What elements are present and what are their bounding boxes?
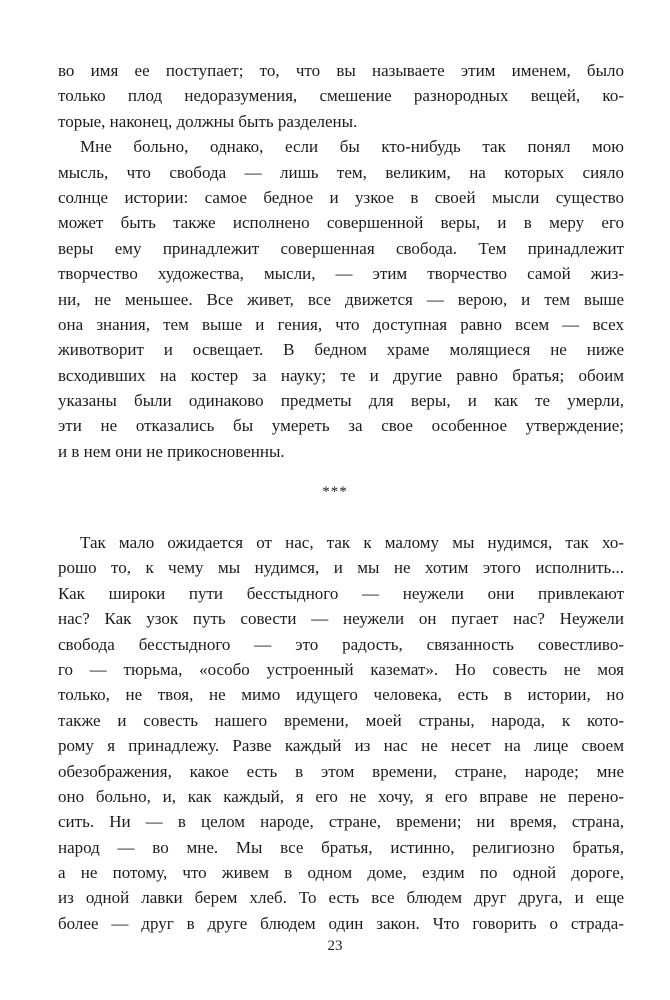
- text-line: эти не отказались бы умереть за свое особенное утверждение;: [58, 416, 624, 436]
- text-line: нас? Как узок путь совести — неужели он пугает нас? Неужели: [58, 609, 624, 629]
- text-line: может быть также исполнено совершенной веры, и в меру его: [58, 213, 624, 233]
- text-line: Как широки пути бесстыдного — неужели они привлекают: [58, 583, 624, 603]
- lower-text-block: [58, 530, 624, 936]
- text-line: рошо то, к чему мы нудимся, и мы не хотим этого исполнить...: [58, 558, 624, 578]
- text-line: из одной лавки берем хлеб. То есть все блюдем друг друга, и еще: [58, 888, 624, 908]
- text-line: оно больно, и, как каждый, я его не хочу, я его вправе не перено-: [58, 786, 624, 806]
- text-line: она знания, тем выше и гения, что доступная равно всем — всех: [58, 314, 624, 334]
- page-number: 23: [327, 938, 343, 954]
- text-line: всходивших на костер за науку; те и другие равно братья; обоим: [58, 365, 624, 385]
- text-line: во имя ее поступает; то, что вы называете этим именем, было: [58, 61, 624, 80]
- text-line: также и совесть нашего времени, моей страны, народа, к кото-: [58, 710, 624, 730]
- text-line: сить. Ни — в целом народе, стране, времени; ни время, страна,: [58, 812, 624, 832]
- paragraph: [58, 530, 624, 936]
- text-line: указаны были одинаково предметы для веры, и как те умерли,: [58, 391, 624, 411]
- text-line: веры ему принадлежит совершенная свобода. Тем принадлежит: [58, 238, 624, 258]
- text-line: ни, не меньшее. Все живет, все движется — верою, и тем выше: [58, 289, 624, 309]
- text-line: и в нем они не прикосновенны.: [58, 441, 285, 461]
- paragraph: [58, 134, 624, 464]
- text-line: солнце истории: самое бедное и узкое в своей мысли существо: [58, 187, 624, 207]
- text-line: более — друг в друге блюдем один закон. Что говорить о страда-: [58, 913, 624, 933]
- paragraph-continued: [58, 58, 624, 134]
- text-line: а не потому, что живем в одном доме, ездим по одной дороге,: [58, 863, 624, 883]
- text-line: рому я принадлежу. Разве каждый из нас не несет на лице своем: [58, 736, 624, 756]
- text-line: только плод недоразумения, смешение разнородных вещей, ко-: [58, 86, 624, 106]
- text-line: народ — во мне. Мы все братья, истинно, религиозно братья,: [58, 837, 624, 857]
- text-line: торые, наконец, должны быть разделены.: [58, 111, 358, 131]
- text-line: творчество художества, мысли, — этим творчество самой жиз-: [58, 264, 624, 284]
- section-separator: ***: [322, 484, 348, 500]
- upper-text-block: [58, 58, 624, 464]
- text-line: Так мало ожидается от нас, так к малому мы нудимся, так хо-: [80, 533, 624, 552]
- text-line: Мне больно, однако, если бы кто-нибудь так понял мою: [80, 137, 624, 157]
- text-line: го — тюрьма, «особо устроенный каземат». Но совесть не моя: [58, 659, 624, 679]
- text-line: свобода бесстыдного — это радость, связанность совестливо-: [58, 634, 624, 654]
- text-line: животворит и освещает. В бедном храме молящиеся не ниже: [58, 340, 624, 360]
- text-line: обезображения, какое есть в этом времени, стране, народе; мне: [58, 761, 624, 781]
- text-line: мысль, что свобода — лишь тем, великим, на которых сияло: [58, 162, 624, 182]
- text-line: только, не твоя, не мимо идущего человека, есть в истории, но: [58, 685, 624, 705]
